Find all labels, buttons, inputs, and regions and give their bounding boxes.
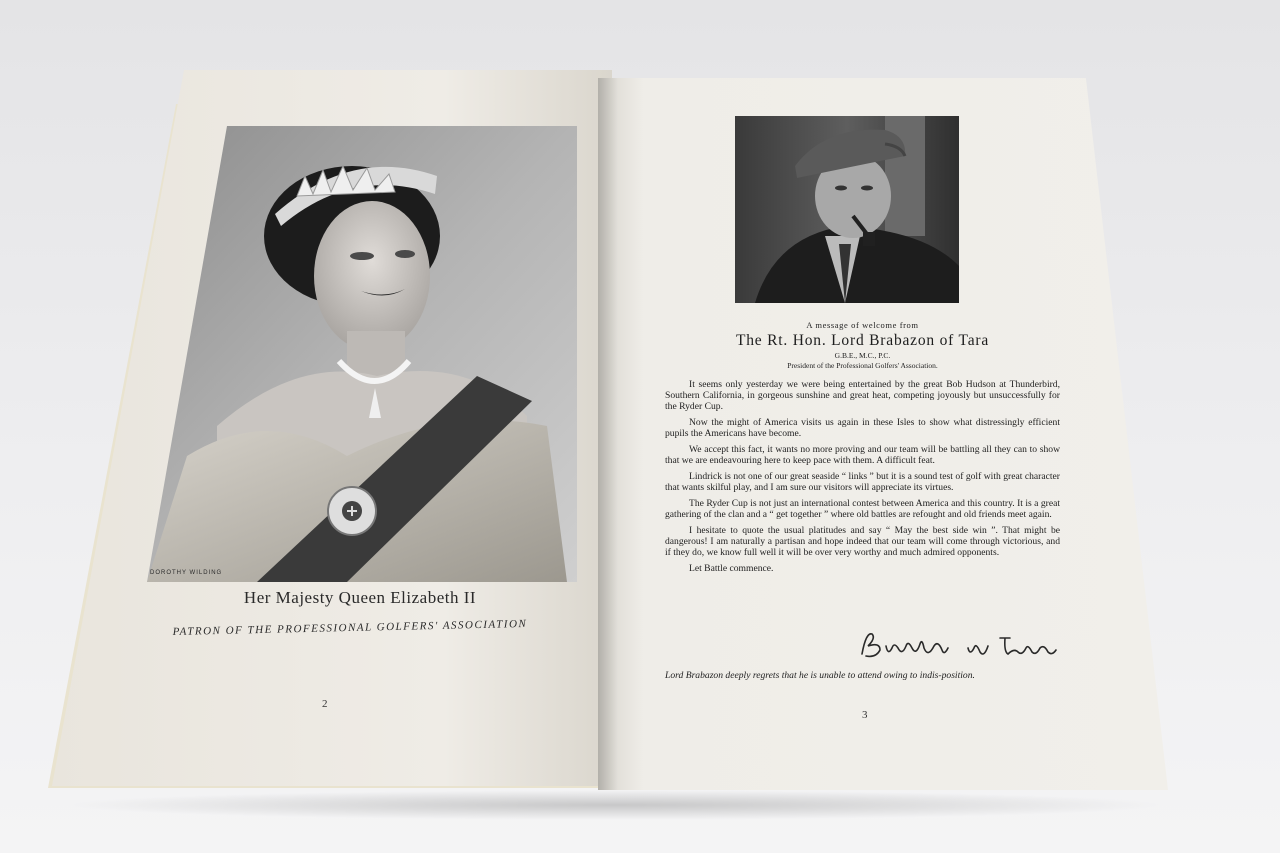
message-paragraph: It seems only yesterday we were being entertained by the great Bob Hudson at Thunderbird, Southern California, in gorgeous sunshine and great heat, competing joyously but unsuccessfully for the Ryder Cup. <box>665 379 1060 412</box>
message-paragraph: Let Battle commence. <box>689 563 774 574</box>
message-author-honours: G.B.E., M.C., P.C. <box>834 351 891 360</box>
message-paragraph: Lindrick is not one of our great seaside “ links ” but it is a sound test of golf with great character that wants skilful play, and I am sure our visitors will appreciate its virtues. <box>665 471 1060 493</box>
photo-credit: DOROTHY WILDING <box>150 570 223 576</box>
handwritten-signature <box>858 628 1068 664</box>
portrait-title: Her Majesty Queen Elizabeth II <box>243 588 477 607</box>
portrait-subtitle: PATRON OF THE PROFESSIONAL GOLFERS' ASSOCIATION <box>172 617 528 639</box>
message-intro: A message of welcome from <box>806 320 919 330</box>
message-paragraph: The Ryder Cup is not just an international contest between America and this country. It is a great gathering of the clan and a “ get together ” where old battles are refought and old friends meet again. <box>665 498 1060 520</box>
spine-gutter <box>598 78 618 790</box>
message-paragraph: I hesitate to quote the usual platitudes and say “ May the best side win ”. That might be dangerous! I am naturally a partisan and hope indeed that our team will come through victorious, and if they do, we know full well it will be over very worthy and much admired opponents. <box>665 525 1060 558</box>
message-paragraph: Now the might of America visits us again in these Isles to show what distressingly efficient pupils the Americans have become. <box>665 417 1060 439</box>
brabazon-portrait-photo <box>735 116 959 303</box>
message-author-position: President of the Professional Golfers' Association. <box>787 361 938 370</box>
booklet-shadow <box>60 790 1170 820</box>
welcome-message <box>665 320 1060 579</box>
message-author-name: The Rt. Hon. Lord Brabazon of Tara <box>735 332 990 349</box>
regret-note: Lord Brabazon deeply regrets that he is unable to attend owing to indis-position. <box>665 670 975 681</box>
message-body <box>665 379 1060 574</box>
page-number-left: 2 <box>322 698 328 710</box>
message-paragraph: We accept this fact, it wants no more proving and our team will be battling all they can to show that we are endeavouring here to keep pace with them. A difficult feat. <box>665 444 1060 466</box>
page-number-right: 3 <box>862 709 868 721</box>
